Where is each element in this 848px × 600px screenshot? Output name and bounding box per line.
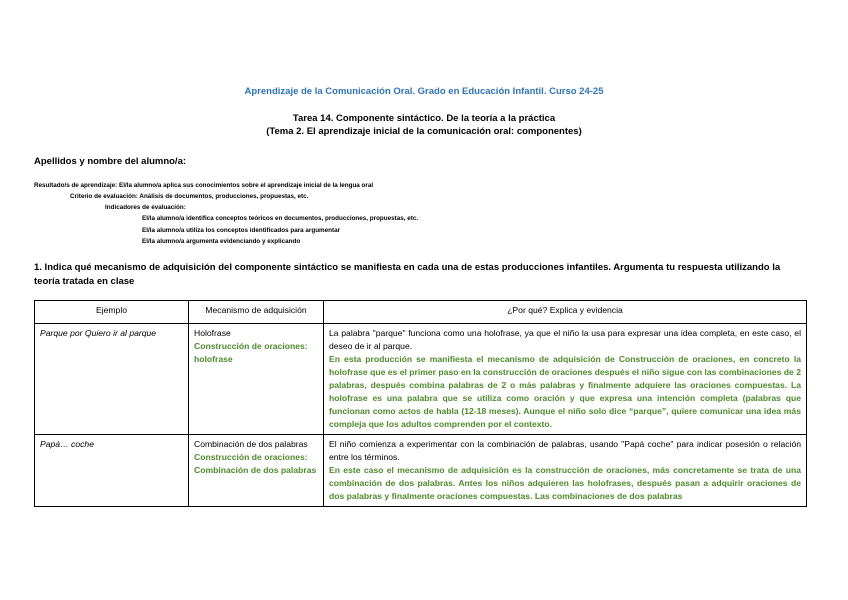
why-text: La palabra "parque" funciona como una holofrase, ya que el niño la usa para expresar una idea completa, en este caso, el deseo de ir al parque. (329, 328, 801, 351)
indicator-item: El/la alumno/a argumenta evidenciando y explicando (142, 238, 301, 245)
indicators-label: Indicadores de evaluación: (105, 204, 186, 211)
example-text: Papá… coche (40, 439, 94, 449)
header-why: ¿Por qué? Explica y evidencia (324, 301, 807, 324)
example-text: Parque por Quiero ir al parque (40, 328, 157, 338)
why-answer: En esta producción se manifiesta el mecanismo de adquisición de Construcción de oraciones, en concreto la holofrase que es el primer paso en la construcción de oraciones después el niño sigue con las combinaciones de 2 palabras, después combina palabras de 2 o más palabras y finalmente adquiere las oraciones compuestas. La holofrase es una palabra que se utiliza como oración y que expresa una intención completa (palabras que funcionan como actos de habla (12-18 meses). Aunque el niño solo dice “parque”, quiere comunicar una idea más compleja que los adultos comprenden por el contexto. (329, 354, 801, 429)
table-header-row (35, 301, 807, 324)
example-cell (35, 435, 189, 507)
indicator-item: El/la alumno/a utiliza los conceptos identificados para argumentar (142, 227, 341, 234)
why-text: El niño comienza a experimentar con la combinación de palabras, usando "Papá coche" para indicar posesión o relación entre los términos. (329, 439, 801, 462)
mechanism-cell (189, 324, 324, 435)
why-answer: En este caso el mecanismo de adquisición es la construcción de oraciones, más concretamente se trata de una combinación de dos palabras. Antes los niños adquieren las holofrases, después pasan a adquirir oraciones de dos palabras y finalmente oraciones compuestas. Las combinaciones de dos palabras (329, 465, 801, 501)
why-cell (324, 324, 807, 435)
student-name-label: Apellidos y nombre del alumno/a: (34, 156, 187, 167)
table-row (35, 435, 807, 507)
mechanism-text: Combinación de dos palabras (194, 439, 308, 449)
mechanism-answer: Construcción de oraciones: holofrase (194, 341, 308, 364)
header-example: Ejemplo (35, 301, 189, 324)
header-mechanism: Mecanismo de adquisición (189, 301, 324, 324)
indicator-item: El/la alumno/a identifica conceptos teóricos en documentos, producciones, propuestas, etc. (142, 215, 419, 222)
evaluation-criterion: Criterio de evaluación: Análisis de documentos, producciones, propuestas, etc. (70, 193, 309, 200)
mechanism-answer: Construcción de oraciones: Combinación de dos palabras (194, 452, 317, 475)
task-title: Tarea 14. Componente sintáctico. De la teoría a la práctica (292, 113, 556, 124)
mechanism-cell (189, 435, 324, 507)
why-cell (324, 435, 807, 507)
answer-table (34, 300, 807, 507)
table-row (35, 324, 807, 435)
learning-result: Resultado/s de aprendizaje: El/la alumno/a aplica sus conocimientos sobre el aprendizaje inicial de la lengua oral (34, 182, 374, 189)
course-title: Aprendizaje de la Comunicación Oral. Grado en Educación Infantil. Curso 24-25 (244, 86, 604, 97)
question-1: 1. Indica qué mecanismo de adquisición del componente sintáctico se manifiesta en cada una de estas producciones infantiles. Argumenta tu respuesta utilizando la teoría tratada en clase (34, 262, 781, 287)
example-cell (35, 324, 189, 435)
task-subtitle: (Tema 2. El aprendizaje inicial de la comunicación oral: componentes) (266, 126, 582, 137)
mechanism-text: Holofrase (194, 328, 231, 338)
